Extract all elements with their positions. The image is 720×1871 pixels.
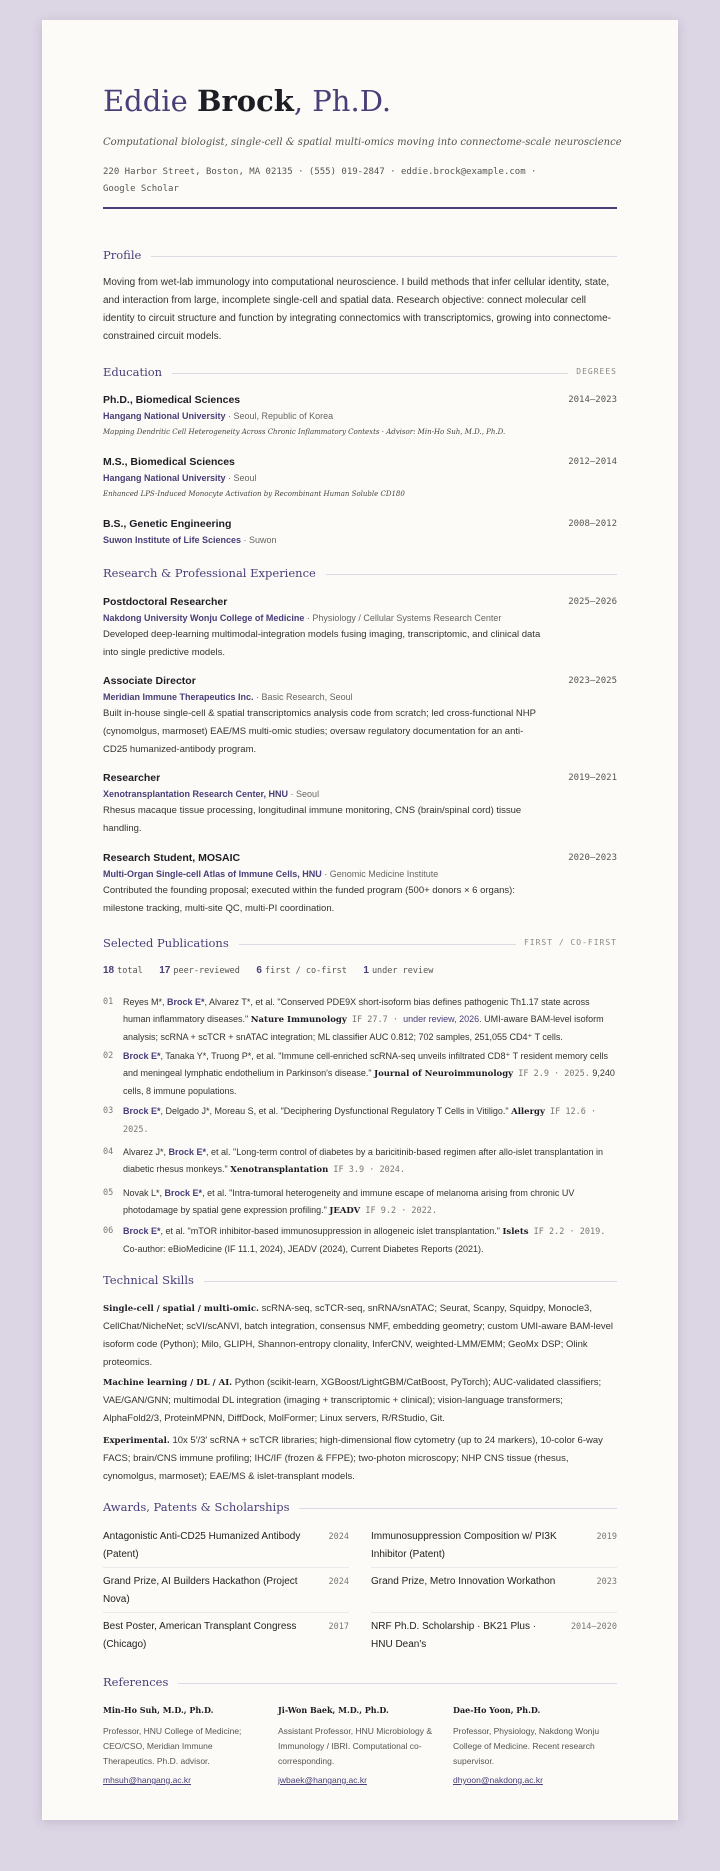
last-name: Brock <box>196 84 294 118</box>
profile-text: Moving from wet-lab immunology into computational neuroscience. I build methods that infer cellular identity, state, and interaction from large, incomplete single-cell and spatial data. Research objective: connect molecular cell identity to circuit structure and function by integrating connectomics with transcriptomics, growing into connectome-constrained circuit models. <box>103 277 612 342</box>
name-suffix: , Ph.D. <box>293 84 392 118</box>
authors-title: , Alvarez T*, et al. "Conserved PDE9X short-isoform bias defines pathogenic Th1.17 state across human inflammatory diseases." <box>123 997 590 1024</box>
role-description: Developed deep-learning multimodal-integration models fusing imaging, transcriptomic, and clinical data into single predictive models. <box>103 629 541 658</box>
authors-title: , Tanaka Y*, Truong P*, et al. "Immune cell-enriched scRNA-seq unveils infiltrated CD8⁺ T resident memory cells and meningeal lymphatic endothelium in Parkinson's disease." <box>123 1051 609 1078</box>
award-item <box>103 1618 349 1654</box>
award-divider <box>371 1567 617 1568</box>
section-awards-header <box>103 1500 617 1514</box>
award-title: Grand Prize, Metro Innovation Workathon <box>371 1576 556 1587</box>
scholar-link[interactable]: Google Scholar <box>103 184 179 194</box>
entry-date: 2025–2026 <box>568 597 617 607</box>
publication-notes: Co-author: eBioMedicine (IF 11.1, 2024), JEADV (2024), Current Diabetes Reports (2021). <box>123 1244 484 1254</box>
publication-item <box>103 1103 617 1139</box>
award-year: 2024 <box>328 1532 349 1542</box>
entry-date: 2019–2021 <box>568 773 617 783</box>
award-item <box>103 1573 349 1609</box>
role-title: Researcher <box>103 772 161 784</box>
role-title: Postdoctoral Researcher <box>103 596 228 608</box>
location: · Seoul <box>225 473 257 483</box>
entry-org-line <box>103 532 617 548</box>
authors-title: , et al. "Long-term control of diabetes by a baricitinib-based regimen after allo-islet transplantation in diabetic rhesus monkeys." <box>123 1147 603 1174</box>
section-tag: DEGREES <box>568 367 617 376</box>
self-author: Brock E* <box>123 1226 161 1236</box>
institution: Hangang National University <box>103 473 226 483</box>
award-year: 2023 <box>596 1577 617 1587</box>
section-rule <box>103 1683 617 1684</box>
degree-title: M.S., Biomedical Sciences <box>103 456 235 468</box>
entry-org-line <box>103 470 617 486</box>
thesis-note: Mapping Dendritic Cell Heterogeneity Across Chronic Inflammatory Contexts · Advisor: Min-Ho Suh, M.D., Ph.D. <box>103 428 506 436</box>
section-profile-header <box>103 248 617 262</box>
thesis-note: Enhanced LPS-Induced Monocyte Activation by Recombinant Human Soluble CD180 <box>103 490 405 498</box>
award-title: NRF Ph.D. Scholarship · BK21 Plus · HNU Dean's <box>371 1621 537 1650</box>
entry-date: 2014–2023 <box>568 395 617 405</box>
award-year: 2019 <box>596 1532 617 1542</box>
entry-org-line <box>103 786 617 802</box>
organization: Meridian Immune Therapeutics Inc. <box>103 692 254 702</box>
journal-name: Allergy <box>511 1107 545 1117</box>
organization: Multi-Organ Single-cell Atlas of Immune Cells, HNU <box>103 869 322 879</box>
award-divider <box>103 1567 349 1568</box>
publication-notes: UMI-aware BAM-level isoform analysis; scRNA + scTCR + snATAC integration; ML classifier AUC 0.812; 702 samples, 251,055 CD4⁺ T cells. <box>123 1014 604 1042</box>
education-entry <box>103 454 617 502</box>
skill-group-label: Experimental. <box>103 1436 170 1446</box>
publication-item <box>103 1223 617 1258</box>
journal-name: JEADV <box>329 1206 361 1216</box>
award-title: Immunosuppression Composition w/ PI3K Inhibitor (Patent) <box>371 1531 557 1560</box>
section-publications-header <box>103 936 617 950</box>
person-name <box>103 84 391 118</box>
education-entry <box>103 392 617 440</box>
journal-name: Xenotransplantation <box>230 1165 329 1175</box>
section-rule <box>103 256 617 257</box>
degree-title: B.S., Genetic Engineering <box>103 518 232 530</box>
role-description: Contributed the founding proposal; executed within the funded program (500+ donors × 6 organs): milestone tracking, multi-site QC, multi-PI coordination. <box>103 885 515 914</box>
authors-pre: Reyes M*, <box>123 997 168 1007</box>
section-title: Selected Publications <box>103 936 239 950</box>
entry-org-line <box>103 408 617 424</box>
stat-label: under review <box>371 966 434 976</box>
section-title: Technical Skills <box>103 1273 204 1287</box>
location: · Suwon <box>241 535 277 545</box>
entry-org-line <box>103 610 617 626</box>
section-tag: FIRST / CO-FIRST <box>516 938 617 947</box>
self-author: Brock E* <box>168 1147 207 1157</box>
skill-group-text: Python (scikit-learn, XGBoost/LightGBM/CatBoost, PyTorch); AUC-validated classifiers; VAE/GAN/GNN; multimodal DL integration (imaging + transcriptomic + clinical); vision-language transformers; AlphaFold2/3, ProteinMPNN, DiffDock, MolFormer; Linux servers, R/RStudio, Git. <box>103 1377 602 1424</box>
section-education-header <box>103 365 617 379</box>
reference-email[interactable]: dhyoon@nakdong.ac.kr <box>453 1775 543 1785</box>
stat-label: total <box>117 966 143 976</box>
authors-pre: Alvarez J*, <box>123 1147 169 1157</box>
award-title: Best Poster, American Transplant Congress (Chicago) <box>103 1621 297 1650</box>
organization: Xenotransplantation Research Center, HNU <box>103 789 289 799</box>
publication-number: 02 <box>103 1051 114 1061</box>
award-item <box>371 1528 617 1564</box>
award-year: 2017 <box>328 1622 349 1632</box>
award-year: 2024 <box>328 1577 349 1587</box>
reference-description: Professor, Physiology, Nakdong Wonju College of Medicine. Recent research supervisor. <box>453 1726 600 1766</box>
section-references-header <box>103 1675 617 1689</box>
publication-number: 05 <box>103 1188 114 1198</box>
section-title: Research & Professional Experience <box>103 566 326 580</box>
award-divider <box>103 1612 349 1613</box>
skill-group-text: 10x 5′/3′ scRNA + scTCR libraries; high-dimensional flow cytometry (up to 24 markers), 10-color 6-way FACS; brain/CNS immune profiling; IHC/IF (frozen & FFPE); two-photon microscopy; NHP CNS tissue (rhesus, cynomolgus, marmoset); EAE/MS & islet-transplant models. <box>103 1435 603 1482</box>
stat-number: 6 <box>256 965 262 976</box>
self-author: Brock E* <box>164 1188 203 1198</box>
award-divider <box>371 1612 617 1613</box>
authors-title: , et al. "mTOR inhibitor-based immunosuppression in allogeneic islet transplantation." <box>160 1226 503 1236</box>
stat-label: first / co-first <box>264 966 347 976</box>
self-author: Brock E* <box>123 1106 161 1116</box>
self-author: Brock E* <box>167 997 205 1007</box>
publication-number: 01 <box>103 997 114 1007</box>
section-title: Education <box>103 365 172 379</box>
publication-number: 04 <box>103 1147 114 1157</box>
impact-factor: IF 12.6 · 2025. <box>123 1107 597 1135</box>
resume-page <box>42 20 678 1820</box>
role-description: Rhesus macaque tissue processing, longitudinal immune monitoring, CNS (brain/spinal cord) tissue handling. <box>103 805 522 834</box>
journal-name: Journal of Neuroimmunology <box>374 1069 514 1079</box>
skill-group-label: Machine learning / DL / AI. <box>103 1378 233 1388</box>
entry-date: 2008–2012 <box>568 519 617 529</box>
department: · Physiology / Cellular Systems Research Center <box>304 613 502 623</box>
location: · Seoul, Republic of Korea <box>225 411 334 421</box>
experience-entry <box>103 673 617 759</box>
role-title: Associate Director <box>103 675 196 687</box>
reference-description: Assistant Professor, HNU Microbiology & Immunology / IBRI. Computational co-corresponding. <box>278 1726 432 1766</box>
reference-card <box>453 1703 613 1788</box>
award-item <box>371 1573 617 1591</box>
impact-factor: IF 9.2 · 2022. <box>360 1206 438 1216</box>
stat-number: 1 <box>363 965 369 976</box>
organization: Nakdong University Wonju College of Medicine <box>103 613 305 623</box>
reference-email[interactable]: jwbaek@hangang.ac.kr <box>278 1775 367 1785</box>
section-title: Profile <box>103 248 151 262</box>
role-title: Research Student, MOSAIC <box>103 852 241 864</box>
impact-factor: IF 27.7 · <box>346 1015 404 1025</box>
department: · Basic Research, Seoul <box>253 692 353 702</box>
entry-org-line <box>103 866 617 882</box>
award-year: 2014–2020 <box>570 1622 617 1632</box>
stat-number: 18 <box>103 965 115 976</box>
entry-org-line <box>103 689 617 705</box>
publication-item <box>103 1048 617 1100</box>
first-name: Eddie <box>103 84 188 118</box>
reference-card <box>278 1703 438 1788</box>
publication-notes: 9,240 cells, 8 immune populations. <box>123 1068 615 1096</box>
section-title: References <box>103 1675 178 1689</box>
stat-number: 17 <box>159 965 171 976</box>
publication-item <box>103 1144 617 1179</box>
authors-title: , Delgado J*, Moreau S, et al. "Deciphering Dysfunctional Regulatory T Cells in Vitiligo." <box>160 1106 512 1116</box>
publication-number: 03 <box>103 1106 114 1116</box>
institution: Suwon Institute of Life Sciences <box>103 535 242 545</box>
skill-group-text: scRNA-seq, scTCR-seq, snRNA/snATAC; Seurat, Scanpy, Squidpy, Monocle3, CellChat/NicheNet; scVI/scANVI, batch integration, consensus NMF, embedding geometry; custom UMI-aware BAM-level isoform code (Python); Milo, GLIPH, Shannon-entropy clonality, InferCNV, weighted-LMM/EMM; GeoMx DSP; Olink proteomics. <box>103 1303 614 1368</box>
skill-group <box>103 1432 617 1486</box>
entry-date: 2020–2023 <box>568 853 617 863</box>
section-title: Awards, Patents & Scholarships <box>103 1500 299 1514</box>
stat-label: peer-reviewed <box>173 966 240 976</box>
journal-name: Nature Immunology <box>250 1015 347 1025</box>
header-divider <box>103 207 617 209</box>
section-experience-header <box>103 566 617 580</box>
journal-name: Islets <box>502 1227 529 1237</box>
tagline: Computational biologist, single-cell & spatial multi-omics moving into connectome-scale neuroscience <box>103 137 622 148</box>
section-skills-header <box>103 1273 617 1287</box>
entry-date: 2023–2025 <box>568 676 617 686</box>
department: · Seoul <box>288 789 320 799</box>
award-title: Grand Prize, AI Builders Hackathon (Project Nova) <box>103 1576 298 1605</box>
authors-title: , et al. "Intra-tumoral heterogeneity and immune escape of melanoma arising from chronic UV photodamage by spatial gene expression profiling." <box>123 1188 575 1215</box>
review-status: under review, 2026. <box>403 1014 482 1024</box>
reference-name: Min-Ho Suh, M.D., Ph.D. <box>103 1705 214 1715</box>
award-item <box>103 1528 349 1564</box>
publication-item <box>103 994 617 1046</box>
experience-entry <box>103 594 617 662</box>
entry-date: 2012–2014 <box>568 457 617 467</box>
impact-factor: IF 2.9 · 2025. <box>513 1069 590 1079</box>
skill-group <box>103 1374 617 1428</box>
skill-group <box>103 1300 617 1372</box>
section-rule <box>103 373 617 374</box>
award-title: Antagonistic Anti-CD25 Humanized Antibody (Patent) <box>103 1531 301 1560</box>
skill-group-label: Single-cell / spatial / multi-omic. <box>103 1304 259 1314</box>
self-author: Brock E* <box>123 1051 161 1061</box>
award-item <box>371 1618 617 1654</box>
institution: Hangang National University <box>103 411 226 421</box>
publication-item <box>103 1185 617 1220</box>
impact-factor: IF 2.2 · 2019. <box>528 1227 606 1237</box>
publication-stats <box>103 965 447 976</box>
reference-card <box>103 1703 263 1788</box>
experience-entry <box>103 850 617 918</box>
publication-number: 06 <box>103 1226 114 1236</box>
role-description: Built in-house single-cell & spatial transcriptomics analysis code from scratch; led cross-functional NHP (cynomolgus, marmoset) EAE/MS multi-omic studies; oversaw regulatory documentation for an anti-CD25 humanized-antibody program. <box>103 708 536 755</box>
department: · Genomic Medicine Institute <box>321 869 439 879</box>
education-entry <box>103 516 617 548</box>
impact-factor: IF 3.9 · 2024. <box>328 1165 406 1175</box>
reference-description: Professor, HNU College of Medicine; CEO/CSO, Meridian Immune Therapeutics. Ph.D. advisor. <box>103 1726 242 1766</box>
reference-name: Dae-Ho Yoon, Ph.D. <box>453 1705 541 1715</box>
authors-pre: Novak L*, <box>123 1188 165 1198</box>
contact-line[interactable]: 220 Harbor Street, Boston, MA 02135 · (555) 019-2847 · eddie.brock@example.com · <box>103 167 537 177</box>
experience-entry <box>103 770 617 838</box>
reference-email[interactable]: mhsuh@hangang.ac.kr <box>103 1775 192 1785</box>
degree-title: Ph.D., Biomedical Sciences <box>103 394 241 406</box>
reference-name: Ji-Won Baek, M.D., Ph.D. <box>278 1705 389 1715</box>
contact-info <box>103 164 573 198</box>
